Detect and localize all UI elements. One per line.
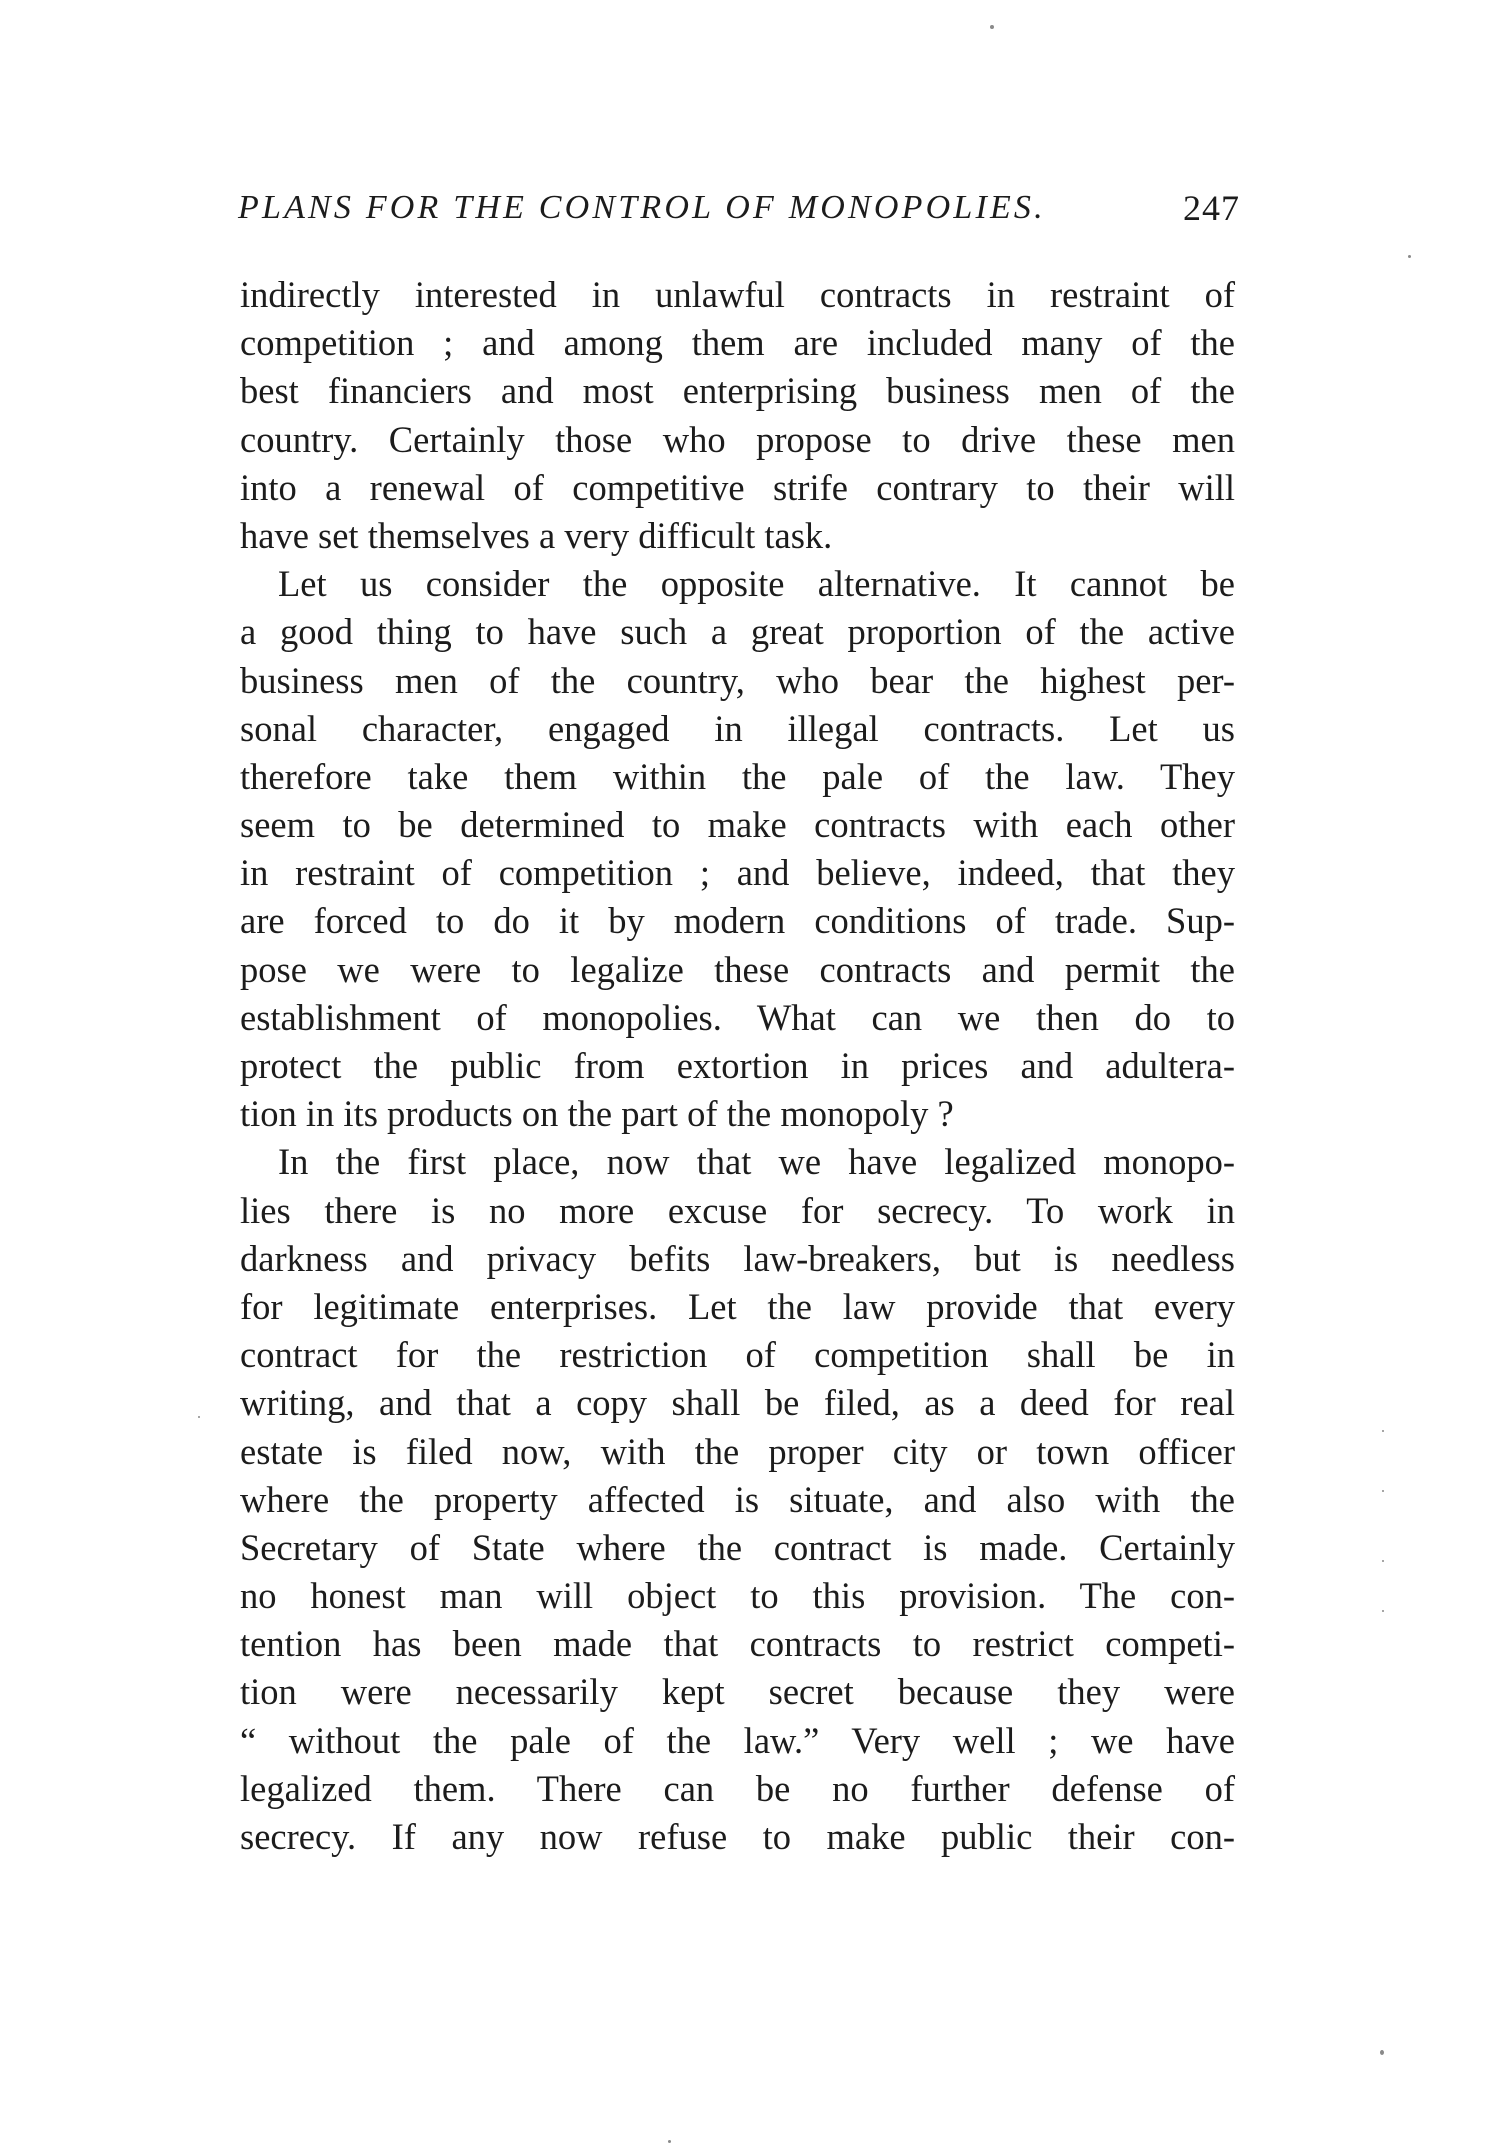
text-line: protect the public from extortion in prices and adultera- [240,1045,1235,1086]
paper-speck [990,25,994,29]
text-line: darkness and privacy befits law-breakers, but is needless [240,1237,1235,1279]
text-line: in restraint of competition ; and believe, indeed, that they [240,852,1235,894]
text-line: legalized them. There can be no further defense of [240,1767,1235,1809]
text-line: no honest man will object to this provision. The con- [240,1575,1235,1617]
text-line: lies there is no more excuse for secrecy. To work in [240,1189,1235,1231]
paper-speck [1380,2050,1384,2055]
text-line: estate is filed now, with the proper city or town officer [240,1430,1235,1472]
body-text [240,271,1235,1861]
text-line: are forced to do it by modern conditions of trade. Sup- [240,900,1235,942]
paper-speck [1382,1560,1384,1562]
running-head [238,178,1240,238]
text-line: tention has been made that contracts to restrict competi- [240,1623,1235,1665]
text-line: into a renewal of competitive strife contrary to their will [240,466,1235,508]
text-line: for legitimate enterprises. Let the law provide that every [240,1285,1235,1327]
text-line: secrecy. If any now refuse to make public their con- [240,1816,1235,1857]
text-line: have set themselves a very difficult task. [240,514,833,556]
paper-speck [1382,1610,1384,1612]
text-line: establishment of monopolies. What can we then do to [240,996,1235,1038]
text-line: therefore take them within the pale of the law. They [240,755,1235,797]
text-line: indirectly interested in unlawful contracts in restraint of [240,274,1235,315]
text-line: competition ; and among them are included many of the [240,322,1235,364]
text-line: Secretary of State where the contract is made. Certainly [240,1526,1235,1568]
text-line: business men of the country, who bear the highest per- [240,659,1235,701]
text-line: a good thing to have such a great proportion of the active [240,611,1235,653]
page-number: 247 [1183,188,1240,228]
paper-speck [668,2140,671,2143]
text-line: “ without the pale of the law.” Very well ; we have [240,1719,1235,1761]
text-line: seem to be determined to make contracts with each other [240,804,1235,846]
text-line: writing, and that a copy shall be filed, as a deed for real [240,1382,1235,1424]
text-line: tion in its products on the part of the monopoly ? [240,1093,954,1135]
text-line: tion were necessarily kept secret because they were [240,1671,1235,1713]
text-line: country. Certainly those who propose to drive these men [240,418,1235,460]
paragraph-start-line: In the first place, now that we have legalized monopo- [278,1141,1235,1183]
paper-speck [1408,255,1411,258]
paper-speck [1382,1490,1384,1492]
paper-speck [1382,1430,1384,1432]
text-line: where the property affected is situate, and also with the [240,1478,1235,1520]
text-line: pose we were to legalize these contracts and permit the [240,948,1235,990]
running-head-title: PLANS FOR THE CONTROL OF MONOPOLIES. [238,189,1046,226]
text-line: best financiers and most enterprising business men of the [240,370,1235,412]
paragraph-start-line: Let us consider the opposite alternative. It cannot be [278,563,1235,605]
text-line: contract for the restriction of competition shall be in [240,1334,1235,1376]
text-line: sonal character, engaged in illegal contracts. Let us [240,707,1235,749]
paper-speck [198,1416,200,1418]
